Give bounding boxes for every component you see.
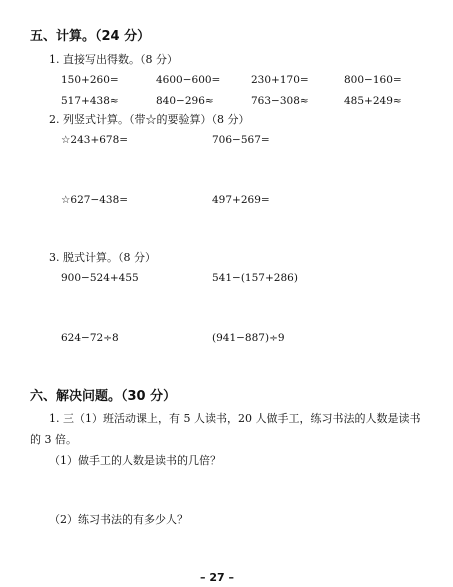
part-3-heading: 3. 脱式计算。（8 分） — [49, 251, 156, 264]
vertical-calc-item: ☆627−438= — [61, 194, 129, 206]
section-5-title: 五、计算。（24 分） — [30, 29, 151, 44]
step-calc-item: (941−887)÷9 — [212, 332, 285, 344]
mental-math-item: 150+260= — [61, 74, 119, 86]
estimate-item: 517+438≈ — [61, 95, 119, 107]
estimate-item: 485+249≈ — [344, 95, 402, 107]
mental-math-item: 800−160= — [344, 74, 402, 86]
mental-math-item: 230+170= — [251, 74, 309, 86]
problem-1-text-line1: 1. 三（1）班活动课上，有 5 人读书，20 人做手工，练习书法的人数是读书 — [49, 412, 421, 425]
estimate-item: 763−308≈ — [251, 95, 309, 107]
step-calc-item: 541−(157+286) — [212, 272, 298, 284]
part-2-heading: 2. 列竖式计算。（带☆的要验算）（8 分） — [49, 113, 250, 126]
sub-question-1: （1）做手工的人数是读书的几倍？ — [49, 454, 221, 467]
part-1-heading: 1. 直接写出得数。（8 分） — [49, 53, 178, 66]
mental-math-item: 4600−600= — [156, 74, 221, 86]
vertical-calc-item: 497+269= — [212, 194, 270, 206]
section-6-title: 六、解决问题。（30 分） — [30, 389, 177, 404]
step-calc-item: 624−72÷8 — [61, 332, 119, 344]
page-number: – 27 – — [200, 571, 234, 584]
sub-question-2: （2）练习书法的有多少人？ — [49, 513, 188, 526]
vertical-calc-item: ☆243+678= — [61, 134, 129, 146]
vertical-calc-item: 706−567= — [212, 134, 270, 146]
step-calc-item: 900−524+455 — [61, 272, 139, 284]
estimate-item: 840−296≈ — [156, 95, 214, 107]
problem-1-text-line2: 的 3 倍。 — [30, 433, 77, 446]
